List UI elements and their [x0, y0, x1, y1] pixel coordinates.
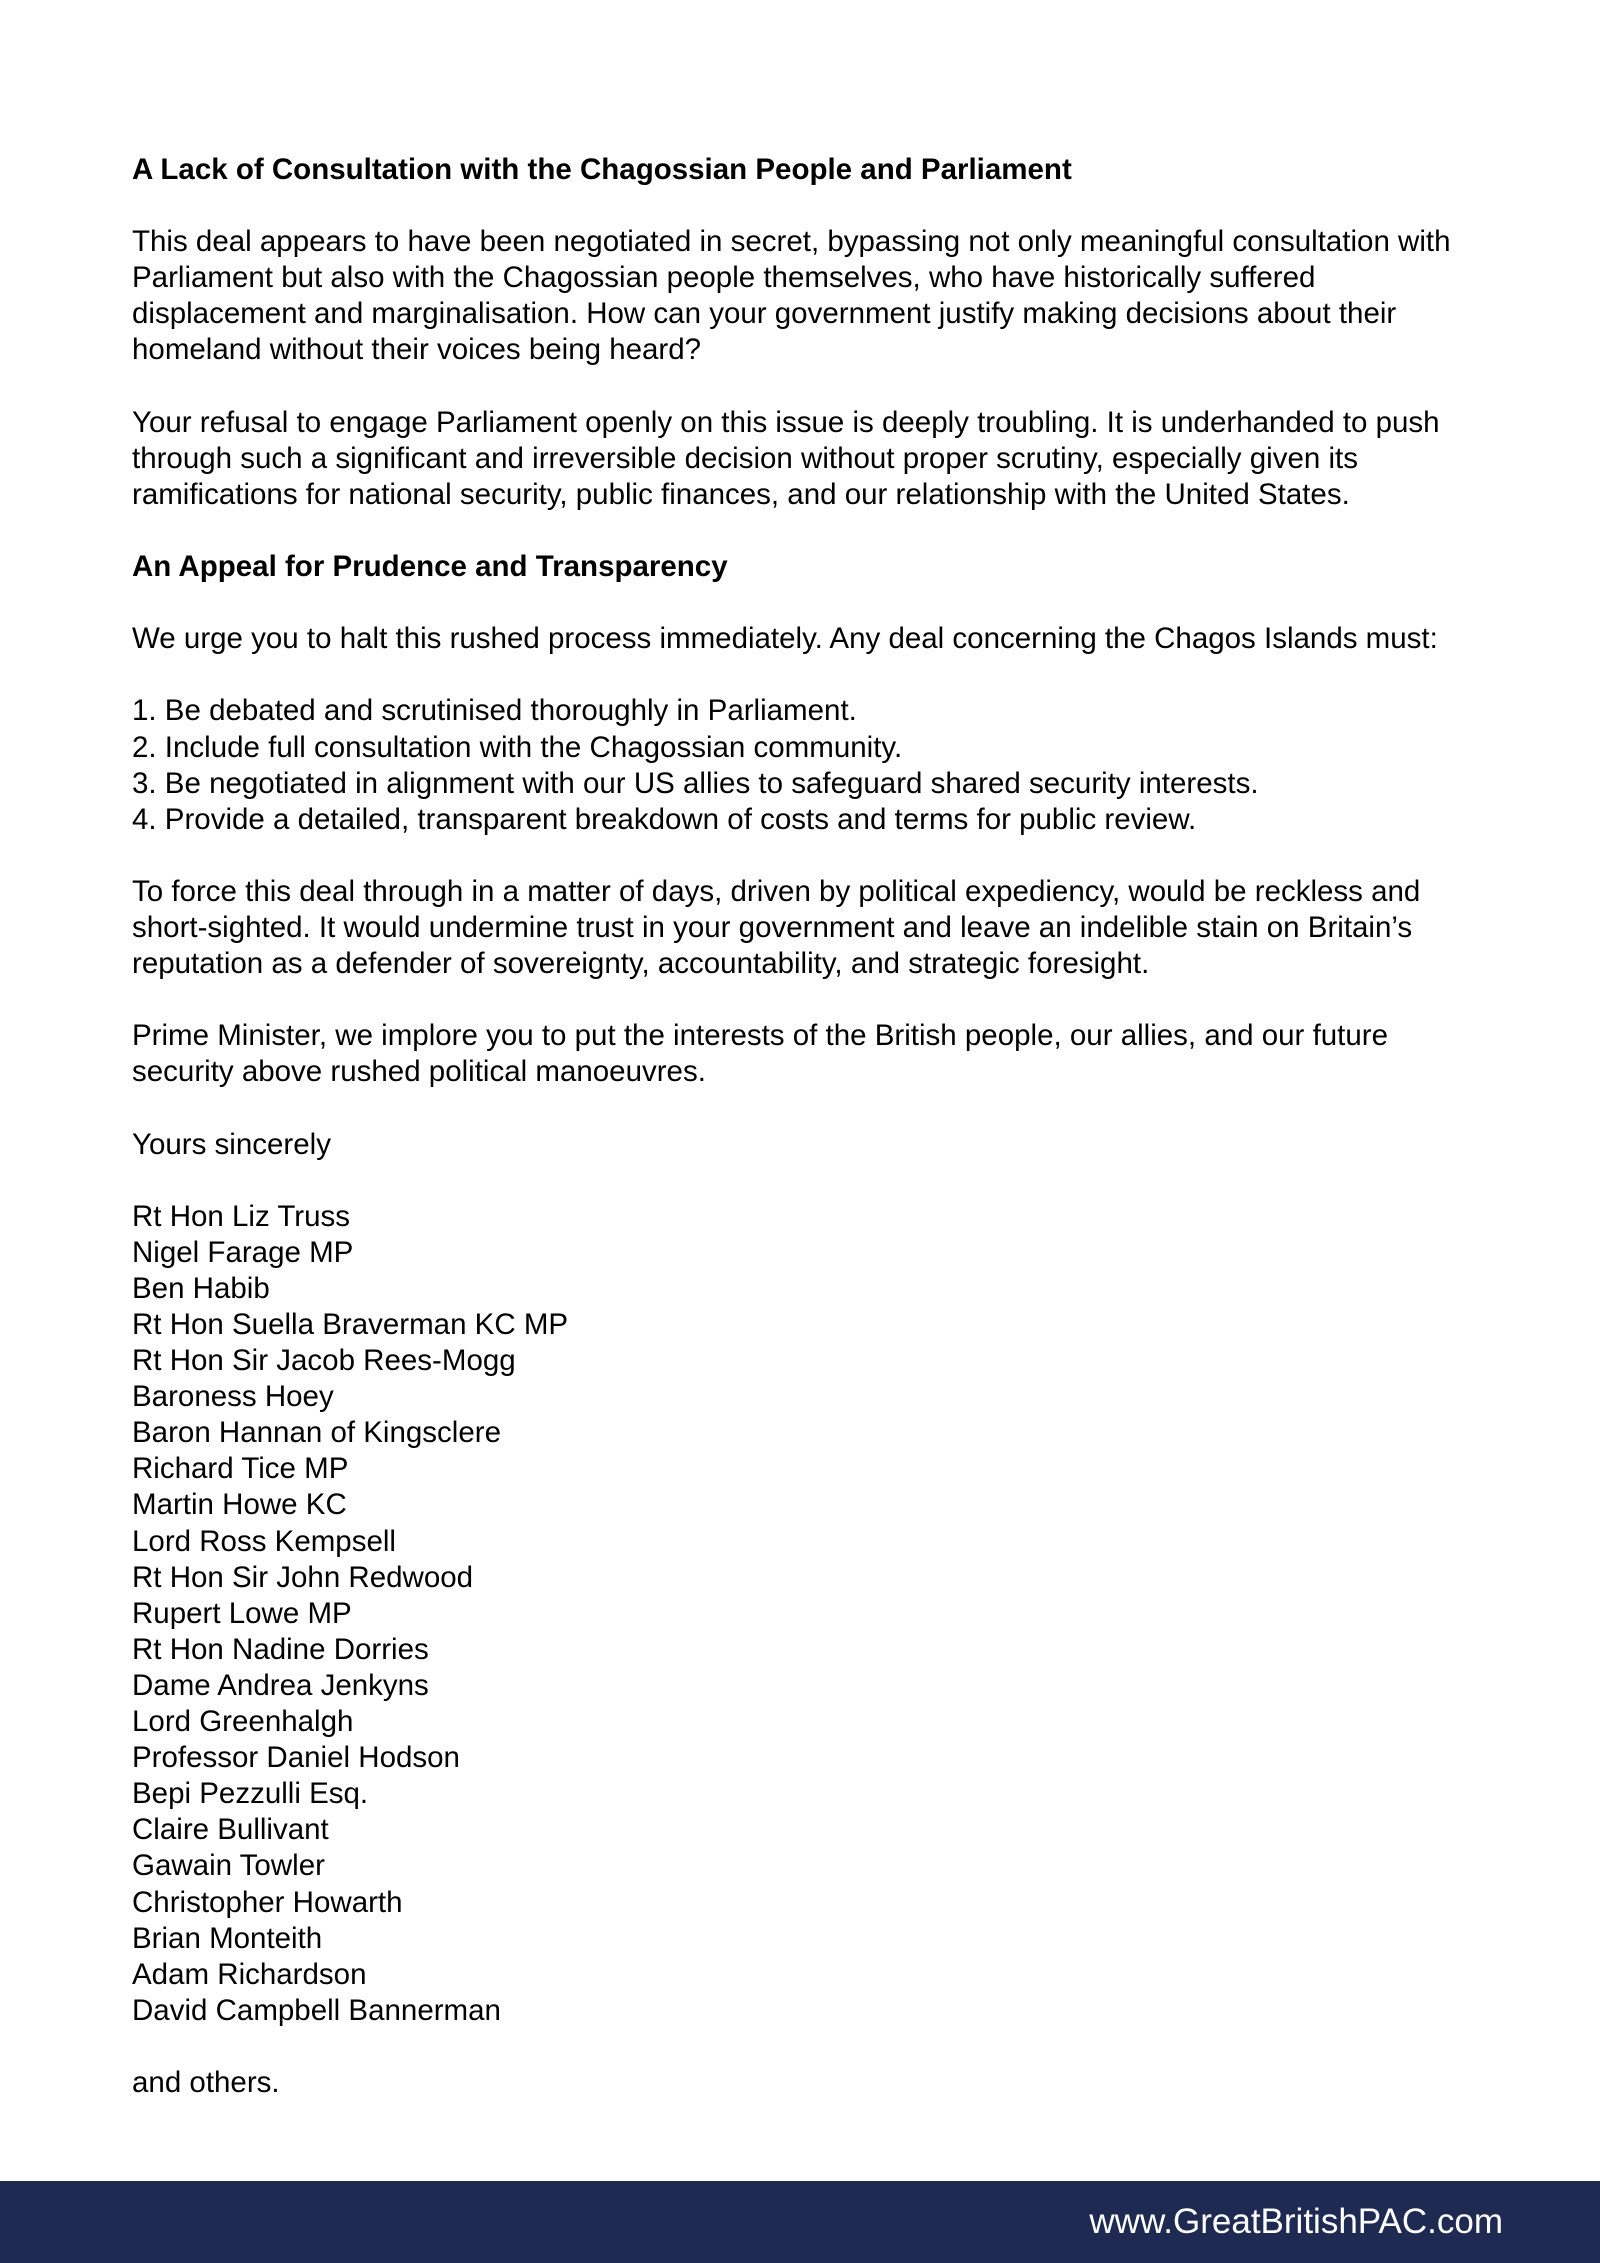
signatory: Rt Hon Nadine Dorries [132, 1632, 429, 1666]
footer-website-url: www.GreatBritishPAC.com [1089, 2202, 1503, 2241]
signatory: Rupert Lowe MP [132, 1596, 352, 1630]
signatory: Gawain Towler [132, 1849, 325, 1883]
paragraph-implore: Prime Minister, we implore you to put the interests of the British people, our allies, and our future security above rushed political manoeuvres. [132, 1019, 1389, 1089]
signatory: Lord Greenhalgh [132, 1705, 354, 1739]
list-item: 3. Be negotiated in alignment with our US allies to safeguard shared security interests. [132, 766, 1259, 800]
signatory: Lord Ross Kempsell [132, 1524, 396, 1558]
section-heading-consultation: A Lack of Consultation with the Chagossian People and Parliament [132, 153, 1072, 186]
section-heading-appeal: An Appeal for Prudence and Transparency [132, 550, 728, 584]
paragraph-urge-halt: We urge you to halt this rushed process immediately. Any deal concerning the Chagos Islands must: [132, 622, 1438, 656]
list-item: 1. Be debated and scrutinised thoroughly in Parliament. [132, 694, 857, 728]
signatory: Brian Monteith [132, 1921, 323, 1955]
signatory: Martin Howe KC [132, 1488, 347, 1522]
signatory: Dame Andrea Jenkyns [132, 1668, 429, 1702]
signatories-list [132, 1199, 1492, 2029]
signatory: Rt Hon Sir John Redwood [132, 1560, 474, 1594]
closing-salutation: Yours sincerely [132, 1127, 331, 1161]
footer-bar [0, 2181, 1600, 2263]
list-item: 4. Provide a detailed, transparent breakdown of costs and terms for public review. [132, 802, 1197, 836]
paragraph-secret-negotiation: This deal appears to have been negotiated in secret, bypassing not only meaningful consultation with Parliament but also with the Chagossian people themselves, who have historically suffered displacement and marginalisation. How can your government justify making decisions about their homeland without their voices being heard? [132, 225, 1451, 367]
paragraph-reckless: To force this deal through in a matter of days, driven by political expediency, would be reckless and short-sighted. It would undermine trust in your government and leave an indelible stain on Britain’s reputation as a defender of sovereignty, accountability, and strategic foresight. [132, 874, 1421, 981]
signatory: Christopher Howarth [132, 1885, 403, 1919]
signatory: Ben Habib [132, 1271, 270, 1305]
signatory: Rt Hon Liz Truss [132, 1199, 351, 1233]
signatory: Adam Richardson [132, 1957, 367, 1991]
signatory: Baroness Hoey [132, 1380, 334, 1414]
signatory: Claire Bullivant [132, 1813, 329, 1847]
signatory: Professor Daniel Hodson [132, 1741, 460, 1775]
list-item: 2. Include full consultation with the Chagossian community. [132, 730, 903, 764]
signatory: David Campbell Bannerman [132, 1993, 501, 2027]
signatory: Richard Tice MP [132, 1452, 349, 1486]
paragraph-parliament-refusal: Your refusal to engage Parliament openly on this issue is deeply troubling. It is underhanded to push through such a significant and irreversible decision without proper scrutiny, especially given its ramifications for national security, public finances, and our relationship with the United States. [132, 405, 1440, 511]
signatory: Rt Hon Suella Braverman KC MP [132, 1308, 569, 1341]
signatory: Rt Hon Sir Jacob Rees-Mogg [132, 1344, 516, 1378]
signatory: Bepi Pezzulli Esq. [132, 1777, 369, 1811]
signatory: Nigel Farage MP [132, 1235, 354, 1269]
and-others-text: and others. [132, 2065, 280, 2099]
letter-body [132, 152, 1492, 2101]
demands-list [132, 693, 1492, 837]
signatory: Baron Hannan of Kingsclere [132, 1416, 501, 1450]
